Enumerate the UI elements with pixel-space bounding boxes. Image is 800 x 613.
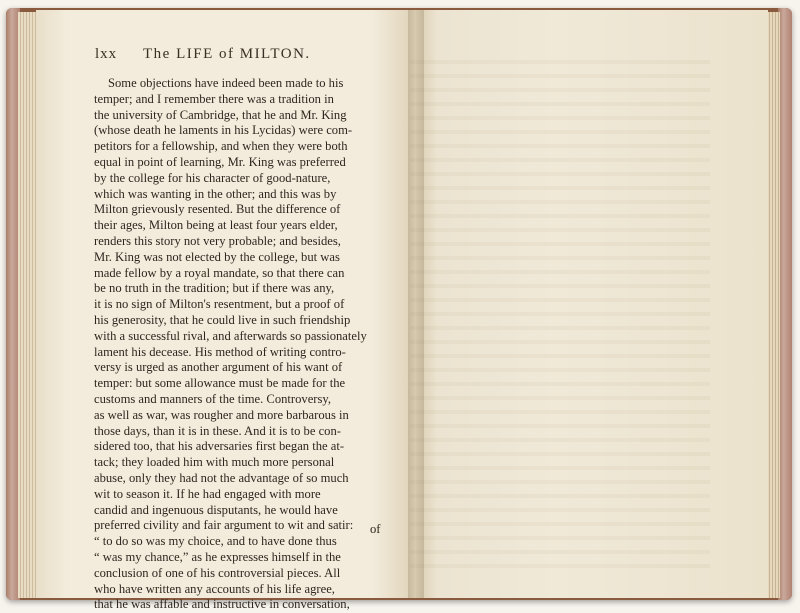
text-line: “ was my chance,” as he expresses himself in the <box>94 549 341 564</box>
text-line: by the college for his character of good-nature, <box>94 170 331 185</box>
right-cover-edge <box>778 8 792 600</box>
text-line: abuse, only they had not the advantage of so much <box>94 470 349 485</box>
text-line: conclusion of one of his controversial pieces. All <box>94 565 341 580</box>
text-line: made fellow by a royal mandate, so that there can <box>94 265 345 280</box>
text-line: petitors for a fellowship, and when they were both <box>94 139 348 154</box>
text-line: renders this story not very probable; and besides, <box>94 233 341 248</box>
text-line: Some objections have indeed been made to his <box>108 76 344 90</box>
text-line: which was wanting in the other; and this was by <box>94 186 337 201</box>
book-gutter <box>408 10 424 598</box>
text-line: with a successful rival, and afterwards so passionately <box>94 328 367 343</box>
text-line: those days, than it is in these. And it is to be con- <box>94 423 341 438</box>
text-line: tack; they loaded him with much more personal <box>94 455 335 470</box>
text-line: temper: but some allowance must be made for the <box>94 376 346 391</box>
text-line: Milton grievously resented. But the difference of <box>94 202 341 217</box>
right-page <box>416 10 768 598</box>
text-line: their ages, Milton being at least four years elder, <box>94 218 338 233</box>
text-line: be no truth in the tradition; but if there was any, <box>94 281 335 296</box>
text-line: Mr. King was not elected by the college, but was <box>94 249 340 264</box>
text-line: “ to do so was my choice, and to have done thus <box>94 534 337 549</box>
running-title: The LIFE of MILTON. <box>143 46 311 62</box>
text-line: customs and manners of the time. Controversy, <box>94 391 332 406</box>
text-line: lament his decease. His method of writing contro- <box>94 344 346 359</box>
text-line: wit to season it. If he had engaged with more <box>94 486 321 501</box>
text-line: that he was affable and instructive in conversation, <box>94 597 350 612</box>
text-line: sidered too, that his adversaries first began the at- <box>94 439 345 454</box>
body-text <box>94 76 388 613</box>
text-line: temper; and I remember there was a tradition in <box>94 91 334 106</box>
running-header <box>95 46 357 68</box>
catchword: of <box>370 522 381 536</box>
text-line: preferred civility and fair argument to wit and satir: <box>94 518 354 533</box>
text-line: who have written any accounts of his life agree, <box>94 581 335 596</box>
text-line: (whose death he laments in his Lycidas) were com- <box>94 123 353 138</box>
text-line: as well as war, was rougher and more barbarous in <box>94 407 349 422</box>
text-line: the university of Cambridge, that he and Mr. King <box>94 107 347 122</box>
text-line: versy is urged as another argument of his want of <box>94 360 343 375</box>
text-line: equal in point of learning, Mr. King was preferred <box>94 154 346 169</box>
text-line: candid and ingenuous disputants, he would have <box>94 502 338 517</box>
text-line: his generosity, that he could live in such friendship <box>94 312 351 327</box>
page-number: lxx <box>95 46 118 62</box>
show-through-text <box>410 50 710 570</box>
text-line: it is no sign of Milton's resentment, but a proof of <box>94 297 345 312</box>
